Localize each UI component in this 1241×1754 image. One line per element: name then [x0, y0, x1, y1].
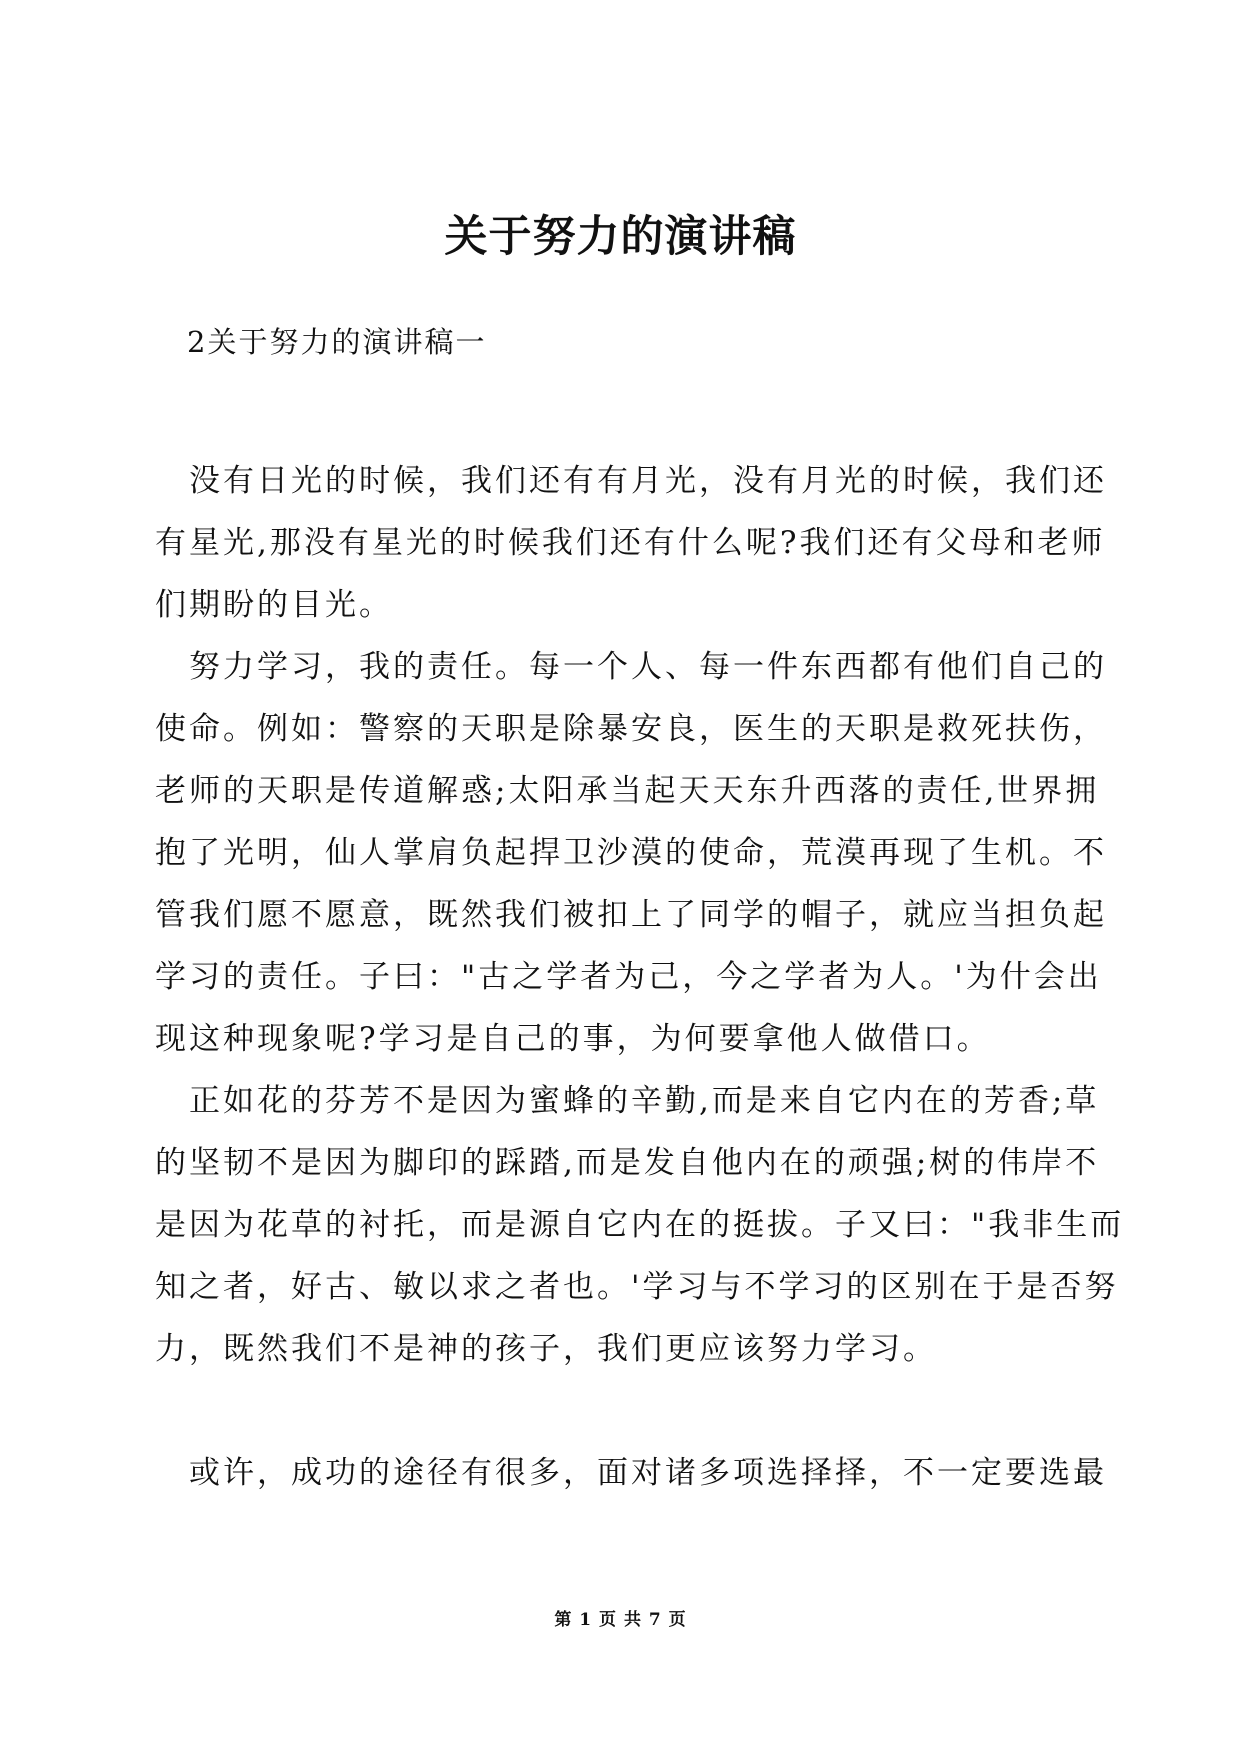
paragraph-line: 的坚韧不是因为脚印的踩踏,而是发自他内在的顽强;树的伟岸不	[155, 1145, 1100, 1181]
paragraph-line: 老师的天职是传道解惑;太阳承当起天天东升西落的责任,世界拥	[155, 773, 1100, 809]
section-heading: 2关于努力的演讲稿一	[187, 325, 487, 359]
paragraph-line: 管我们愿不愿意，既然我们被扣上了同学的帽子，就应当担负起	[155, 897, 1107, 933]
paragraph-2	[155, 636, 1107, 1070]
page-number-footer: 第 1 页 共 7 页	[554, 1610, 687, 1630]
paragraph-line: 现这种现象呢?学习是自己的事，为何要拿他人做借口。	[155, 1021, 991, 1057]
paragraph-line: 力，既然我们不是神的孩子，我们更应该努力学习。	[155, 1331, 937, 1367]
paragraph-1	[155, 450, 1107, 636]
paragraph-line: 们期盼的目光。	[155, 587, 393, 623]
paragraph-4	[155, 1442, 1107, 1504]
page-title: 关于努力的演讲稿	[444, 211, 797, 262]
paragraph-line: 有星光,那没有星光的时候我们还有什么呢?我们还有父母和老师	[155, 525, 1106, 561]
paragraph-line: 学习的责任。子曰："古之学者为己，今之学者为人。'为什会出	[155, 959, 1102, 995]
paragraph-3	[155, 1070, 1125, 1380]
paragraph-line: 知之者，好古、敏以求之者也。'学习与不学习的区别在于是否努	[155, 1269, 1119, 1305]
paragraph-line: 或许，成功的途径有很多，面对诸多项选择择，不一定要选最	[189, 1455, 1107, 1491]
paragraph-line: 抱了光明，仙人掌肩负起捍卫沙漠的使命，荒漠再现了生机。不	[155, 835, 1107, 871]
paragraph-line: 没有日光的时候，我们还有有月光，没有月光的时候，我们还	[189, 463, 1107, 499]
paragraph-line: 使命。例如：警察的天职是除暴安良，医生的天职是救死扶伤，	[155, 711, 1107, 747]
paragraph-line: 是因为花草的衬托，而是源自它内在的挺拔。子又曰："我非生而	[155, 1207, 1125, 1243]
paragraph-line: 正如花的芬芳不是因为蜜蜂的辛勤,而是来自它内在的芳香;草	[189, 1083, 1100, 1119]
paragraph-line: 努力学习，我的责任。每一个人、每一件东西都有他们自己的	[189, 649, 1107, 685]
